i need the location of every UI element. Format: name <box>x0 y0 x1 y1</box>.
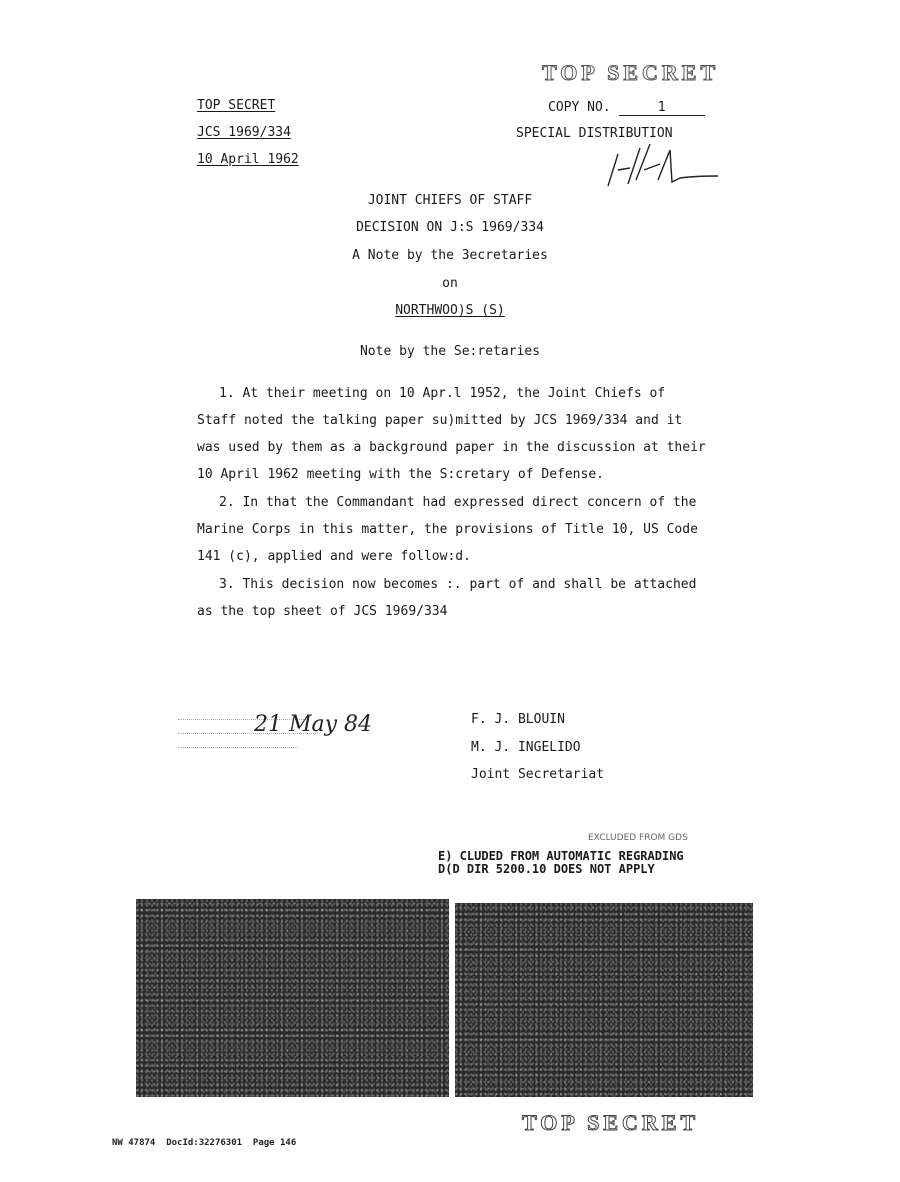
title-line-5 <box>0 303 900 318</box>
excluded-regrading-line-1: E) CLUDED FROM AUTOMATIC REGRADING <box>438 849 684 863</box>
para-3-line-1: 3. This decision now becomes :. part of and shall be attached <box>219 577 697 592</box>
footer-page: Page 146 <box>252 1138 297 1148</box>
para-1-line-1: 1. At their meeting on 10 Apr.l 1952, the Joint Chiefs of <box>219 386 666 401</box>
redaction-block-left <box>136 899 449 1097</box>
top-secret-stamp-bottom: TOP SECRET <box>522 1110 700 1135</box>
footer-docid: DocId:32276301 <box>166 1138 243 1148</box>
excluded-gds-stamp: EXCLUDED FROM GDS <box>588 833 688 843</box>
redaction-block-right <box>455 903 753 1097</box>
signature-name-1: F. J. BLOUIN <box>471 712 565 727</box>
handwritten-date: 21 May 84 <box>254 712 373 737</box>
subtitle: Note by the Se:retaries <box>359 344 540 359</box>
copy-number-field <box>548 100 705 116</box>
copy-label: COPY NO. <box>548 100 611 115</box>
para-2-line-1: 2. In that the Commandant had expressed direct concern of the <box>219 495 697 510</box>
document-date: 10 April 1962 <box>197 152 299 167</box>
special-distribution: SPECIAL DISTRIBUTION <box>516 126 673 141</box>
document-number: JCS 1969/334 <box>197 125 291 140</box>
excluded-regrading-line-2: D(D DIR 5200.10 DOES NOT APPLY <box>438 862 655 876</box>
title-line-1: JOINT CHIEFS OF STAFF <box>367 193 533 208</box>
title-line-3: A Note by the 3ecretaries <box>352 248 548 263</box>
signature-name-2: M. J. INGELIDO <box>471 740 581 755</box>
para-2-line-2: Marine Corps in this matter, the provisions of Title 10, US Code <box>197 522 698 537</box>
top-secret-stamp: TOP SECRET <box>542 60 720 85</box>
para-1-line-4: 10 April 1962 meeting with the S:cretary of Defense. <box>197 467 604 482</box>
signature-office: Joint Secretariat <box>471 767 605 782</box>
handwritten-initials-icon <box>600 140 720 192</box>
title-line-4: on <box>442 276 458 291</box>
para-2-line-3: 141 (c), applied and were follow:d. <box>197 549 471 564</box>
footer-reference <box>112 1138 296 1148</box>
para-3-line-2: as the top sheet of JCS 1969/334 <box>197 604 448 619</box>
para-1-line-2: Staff noted the talking paper su)mitted by JCS 1969/334 and it <box>197 413 683 428</box>
northwoods-title: NORTHWOO)S (S) <box>395 303 505 318</box>
copy-number: 1 <box>619 100 705 116</box>
title-line-2: DECISION ON J:S 1969/334 <box>356 220 544 235</box>
footer-nw: NW 47874 <box>112 1138 156 1148</box>
para-1-line-3: was used by them as a background paper in the discussion at their <box>197 440 706 455</box>
classification-label: TOP SECRET <box>197 98 276 113</box>
